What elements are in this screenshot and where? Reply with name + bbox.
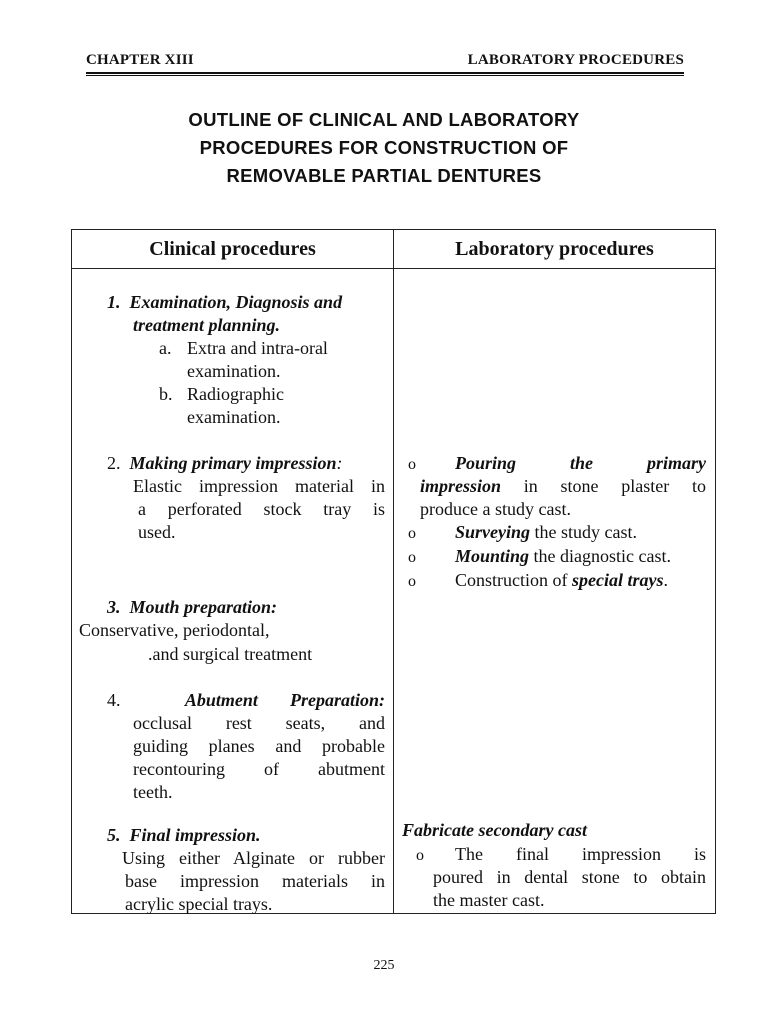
laboratory-column xyxy=(394,269,716,914)
table-header-row xyxy=(72,230,716,269)
item-text-line2: a perforated stock tray is xyxy=(138,499,385,519)
sub-item-a-line2: examination. xyxy=(187,361,281,381)
item-title: Mouth preparation: xyxy=(129,597,278,617)
lab-item-surveying: o Surveying the study cast. xyxy=(394,521,706,544)
item-number: 4. xyxy=(107,690,121,710)
item-title: Examination, Diagnosis and xyxy=(129,292,343,312)
item-text-line2: base impression materials in xyxy=(125,871,385,891)
item-number: 3. xyxy=(107,597,121,617)
clinical-item-5-text xyxy=(122,847,385,916)
item-text-line1: occlusal rest seats, and xyxy=(133,713,385,733)
sub-label-b: b. xyxy=(159,384,173,404)
item-text-line3: used. xyxy=(138,522,176,542)
clinical-header: Clinical procedures xyxy=(72,230,394,269)
item-text-line3: recontouring of abutment xyxy=(133,759,385,779)
item-title-a: Abutment xyxy=(184,690,258,710)
header-rule xyxy=(86,72,684,74)
bullet-marker: o xyxy=(408,456,416,473)
item-number: 2. xyxy=(107,453,121,473)
clinical-item-3 xyxy=(107,596,387,619)
clinical-item-3-line1: Conservative, periodontal, xyxy=(79,620,270,640)
header-rule-thin xyxy=(86,75,684,76)
item-title-cont: treatment planning. xyxy=(133,315,281,335)
lab-item-pouring: o Pouring the primary impression in stone plaster to produce a study cast. xyxy=(408,453,706,519)
item-colon: : xyxy=(336,453,343,473)
section-label: LABORATORY PROCEDURES xyxy=(467,52,684,68)
item-text-line3: acrylic special trays. xyxy=(125,894,273,914)
page-title xyxy=(80,106,688,190)
item-title: Making primary impression xyxy=(129,453,337,473)
sub-item-a-line1: Extra and intra-oral xyxy=(187,338,328,358)
clinical-item-2 xyxy=(107,452,385,544)
page-number: 225 xyxy=(373,958,395,973)
item-text-line2: guiding planes and probable xyxy=(133,736,385,756)
sub-item-b-line1: Radiographic xyxy=(187,384,284,404)
bullet-marker: o xyxy=(408,549,416,566)
running-header xyxy=(86,50,684,72)
item-title-b: Preparation: xyxy=(290,690,386,710)
clinical-item-5 xyxy=(107,824,387,847)
title-line-3: REMOVABLE PARTIAL DENTURES xyxy=(226,165,542,186)
item-text-line4: teeth. xyxy=(133,782,173,802)
title-line-2: PROCEDURES FOR CONSTRUCTION OF xyxy=(199,137,569,158)
item-number: 5. xyxy=(107,825,121,845)
sub-label-a: a. xyxy=(159,338,172,358)
chapter-label: CHAPTER XIII xyxy=(86,52,194,68)
lab-item-master-cast: o The final impression is poured in dental stone to obtain the master cast. xyxy=(416,844,706,910)
lab-item-special-trays: o Construction of special trays. xyxy=(394,569,706,592)
procedures-table xyxy=(71,229,716,914)
laboratory-header: Laboratory procedures xyxy=(394,230,716,269)
item-number: 1. xyxy=(107,292,121,312)
clinical-item-1 xyxy=(107,291,387,429)
bullet-marker: o xyxy=(408,573,416,590)
bullet-marker: o xyxy=(408,525,416,542)
lab-secondary-title: Fabricate secondary cast xyxy=(402,820,587,840)
clinical-item-4 xyxy=(107,689,385,804)
item-text-line1: Elastic impression material in xyxy=(133,476,385,496)
lab-item-mounting: o Mounting the diagnostic cast. xyxy=(394,545,706,568)
bullet-marker: o xyxy=(416,847,424,864)
title-line-1: OUTLINE OF CLINICAL AND LABORATORY xyxy=(188,109,580,130)
item-title: Final impression. xyxy=(129,825,261,845)
item-text-line1: Using either Alginate or rubber xyxy=(122,848,385,868)
table-body-row xyxy=(72,269,716,914)
clinical-column xyxy=(72,269,394,914)
clinical-item-3-line2: .and surgical treatment xyxy=(148,644,313,664)
sub-item-b-line2: examination. xyxy=(187,407,281,427)
